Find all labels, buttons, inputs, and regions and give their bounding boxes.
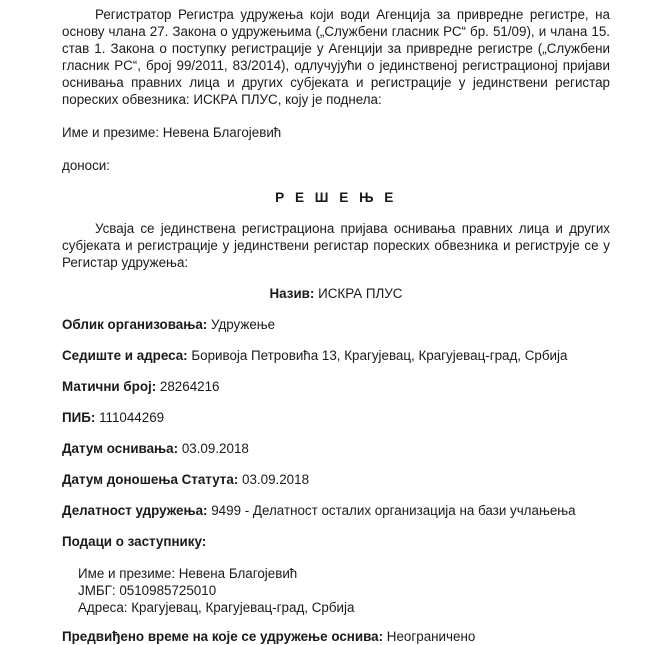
representative-jmbg: ЈМБГ: 0510985725010 <box>78 583 217 598</box>
field-statute-date-label: Датум доношења Статута: <box>62 472 239 487</box>
field-founding-date <box>62 440 610 457</box>
field-representative <box>62 533 610 550</box>
representative-block <box>62 565 610 616</box>
field-pib-value: 111044269 <box>95 410 165 425</box>
field-pib-label: ПИБ: <box>62 410 96 425</box>
field-pib <box>62 409 610 426</box>
field-activity-label: Делатност удружења: <box>62 503 208 518</box>
field-duration-value: Неограничено <box>383 629 476 644</box>
field-representative-label: Подаци о заступнику: <box>62 534 207 549</box>
decision-paragraph: Усваја се јединствена регистрациона пријава оснивања правних лица и других субјеката и регистрације у јединствени регистар пореских обвезника и региструје се у Регистар удружења: <box>62 221 610 270</box>
field-seat-value: Боривоја Петровића 13, Крагујевац, Крагујевац-град, Србија <box>187 348 568 363</box>
field-name-label: Назив: <box>269 286 315 301</box>
field-activity-value: 9499 - Делатност осталих организација на бази учлањења <box>207 503 576 518</box>
field-seat <box>62 347 610 364</box>
donosi-text: доноси: <box>62 158 110 173</box>
decision-title: Р Е Ш Е Њ Е <box>275 190 397 205</box>
field-duration-label: Предвиђено време на које се удружење оснива: <box>62 629 384 644</box>
field-duration <box>62 628 610 645</box>
submitter-line: Име и презиме: Невена Благојевић <box>62 125 282 140</box>
field-name <box>62 285 610 302</box>
field-activity <box>62 502 610 519</box>
field-reg-number-value: 28264216 <box>156 379 220 394</box>
field-org-form <box>62 316 610 333</box>
field-statute-date-value: 03.09.2018 <box>238 472 310 487</box>
representative-address: Адреса: Крагујевац, Крагујевац-град, Србија <box>78 600 355 615</box>
field-reg-number <box>62 378 610 395</box>
field-founding-date-value: 03.09.2018 <box>178 441 249 456</box>
intro-paragraph: Регистратор Регистра удружења који води Агенција за привредне регистре, на основу члана 27. Закона о удружењима („Службени гласник РС“ бр. 51/09), и члана 15. став 1. Закона о поступку регистрације у Агенцији за привредне регистре („Службени гласник РС“, број 99/2011, 83/2014), одлучујући о јединственој регистрационој пријави оснивања правних лица и других субјеката и регистрације у јединствени регистар пореских обвезника: ИСКРА ПЛУС, коју је поднела: <box>62 7 610 107</box>
field-reg-number-label: Матични број: <box>62 379 157 394</box>
field-org-form-value: Удружење <box>207 317 276 332</box>
field-seat-label: Седиште и адреса: <box>62 348 188 363</box>
field-org-form-label: Облик организовања: <box>62 317 208 332</box>
representative-name: Име и презиме: Невена Благојевић <box>78 566 298 581</box>
document-page <box>62 6 610 645</box>
field-name-value: ИСКРА ПЛУС <box>314 286 403 301</box>
field-statute-date <box>62 471 610 488</box>
field-founding-date-label: Датум оснивања: <box>62 441 179 456</box>
